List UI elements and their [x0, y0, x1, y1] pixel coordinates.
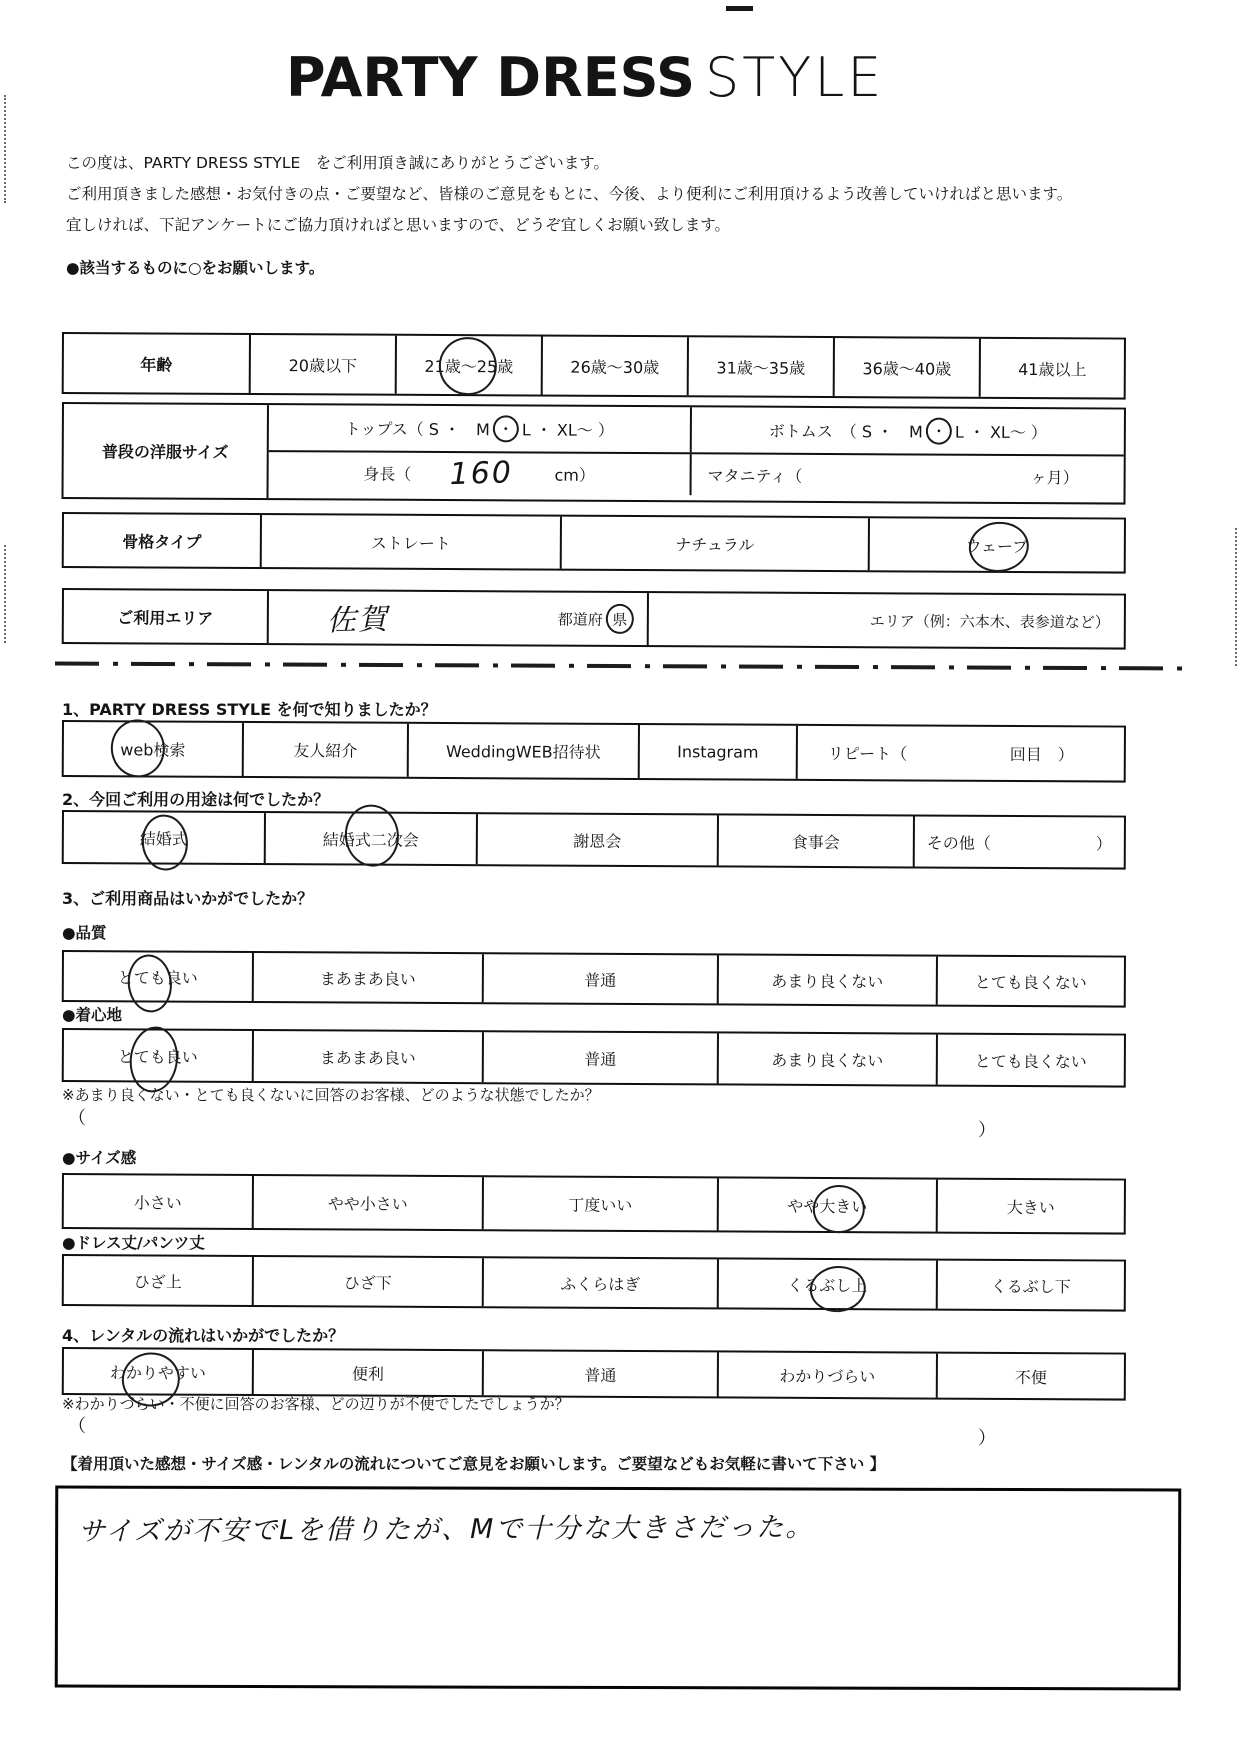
dashed-divider — [55, 662, 1182, 671]
option-cell: わかりづらい — [717, 1352, 936, 1397]
handwritten-prefecture: 佐賀 — [326, 601, 390, 637]
option-cell-selected — [64, 722, 242, 776]
option-cell-selected — [717, 1259, 936, 1308]
option-cell: ひざ上 — [133, 1271, 182, 1292]
option-label: やや大きい — [787, 1196, 868, 1216]
option-cell: ふくらはぎ — [482, 1258, 717, 1307]
option-cell: あまり良くない — [717, 955, 936, 1004]
option-cell: 友人紹介 — [242, 723, 407, 777]
title-light: STYLE — [704, 46, 885, 109]
scan-artifact — [726, 6, 753, 11]
size-columns — [266, 405, 1123, 502]
option-label: とても良い — [117, 1046, 198, 1067]
hem-length-table — [62, 1254, 1126, 1312]
option-cell-selected — [64, 1030, 252, 1081]
selection-circle — [125, 952, 175, 1014]
selection-circle — [810, 1183, 867, 1236]
option-cell: やや小さい — [252, 1176, 482, 1229]
intro-line: 宜しければ、下記アンケートにご協力頂ければと思いますので、どうぞ宜しくお願い致します。 — [66, 216, 731, 234]
selection-circle — [493, 415, 519, 442]
comment-box — [55, 1486, 1182, 1691]
tops-label: トップス（ S ・ M — [344, 419, 490, 440]
option-cell-selected — [868, 518, 1124, 571]
option-cell: 41歳以上 — [979, 339, 1124, 398]
question1-table — [62, 720, 1126, 783]
option-cell-selected — [264, 813, 476, 864]
bottoms-label: ボトムス （ S ・ M — [768, 421, 923, 442]
prefecture-cell — [267, 591, 647, 645]
circled-dot: ・ — [498, 420, 514, 439]
option-cell: 丁度いい — [482, 1177, 717, 1230]
scan-artifact — [4, 545, 6, 643]
selection-circle — [108, 717, 167, 780]
inconvenient-note: ※わかりづらい・不便に回答のお客様、どの辺りが不便でしたでしょうか？ — [62, 1395, 570, 1413]
circled-dot: ・ — [931, 422, 947, 441]
handwritten-comment: サイズが不安でLを借りたが、Mで十分な大きさだった。 — [78, 1511, 815, 1548]
size-row-top — [269, 405, 1124, 454]
note-paren-open: （ — [68, 1416, 86, 1437]
comfort-label: ●着心地 — [62, 1006, 123, 1024]
maternity-label: マタニティ（ — [707, 466, 803, 486]
selection-circle — [139, 812, 190, 872]
age-table — [62, 332, 1126, 400]
other-option-cell — [913, 816, 1124, 867]
comment-box-label: 【着用頂いた感想・サイズ感・レンタルの流れについてご意見をお願いします。ご要望などもお気軽に書いて下さい 】 — [62, 1455, 886, 1473]
option-cell: 謝恩会 — [476, 814, 717, 865]
option-cell: 普通 — [482, 1032, 717, 1083]
option-cell: ナチュラル — [560, 517, 868, 571]
option-cell-selected — [64, 812, 264, 863]
option-cell: 不便 — [936, 1354, 1124, 1399]
area-hint-cell: エリア（例：六本木、表参道など） — [647, 593, 1124, 647]
option-cell: 36歳～40歳 — [833, 338, 979, 397]
question2-title: 2、今回ご利用の用途は何でしたか？ — [62, 790, 330, 809]
option-label: わかりやすい — [109, 1362, 206, 1383]
option-label: とても良い — [117, 967, 198, 988]
bad-answer-note: ※あまり良くない・とても良くないに回答のお客様、どのような状態でしたか？ — [62, 1086, 600, 1104]
option-cell: 31歳～35歳 — [687, 337, 833, 396]
intro-line: この度は、PARTY DRESS STYLE をご利用頂き誠にありがとうございます。 — [66, 154, 610, 172]
size-fit-label: ●サイズ感 — [62, 1149, 137, 1167]
quality-table — [62, 950, 1126, 1008]
note-paren-close: ） — [978, 1428, 996, 1449]
circled-kanji: 県 — [612, 610, 628, 629]
prefecture-suffix-text: 都道府 — [557, 610, 603, 629]
instruction-label: ●該当するものに○をお願いします。 — [66, 259, 325, 277]
skeleton-type-table — [62, 512, 1126, 574]
option-cell: まあまあ良い — [252, 953, 482, 1002]
scan-artifact — [1235, 528, 1237, 666]
option-cell: 便利 — [252, 1350, 482, 1395]
option-cell: 26歳～30歳 — [541, 337, 687, 396]
size-fit-table — [62, 1173, 1126, 1235]
bottoms-label-suffix: L ・ XL～ ） — [954, 422, 1048, 443]
note-paren-close: ） — [978, 1120, 996, 1141]
selection-circle — [436, 334, 499, 397]
option-cell: 大きい — [936, 1180, 1124, 1233]
option-label: くるぶし上 — [787, 1275, 868, 1295]
title-bold: PARTY DRESS — [286, 46, 695, 109]
option-cell: とても良くない — [936, 957, 1124, 1006]
option-cell: くるぶし下 — [936, 1261, 1124, 1310]
option-cell: まあまあ良い — [252, 1031, 482, 1082]
option-cell: ストレート — [260, 515, 560, 569]
option-label: web検索 — [120, 740, 186, 760]
repeat-label: リピート（ — [827, 744, 908, 764]
other-label: その他（ — [926, 833, 991, 853]
prefecture-suffix — [558, 604, 637, 634]
page-title — [286, 46, 884, 109]
repeat-option-cell — [796, 726, 1124, 781]
option-label: 結婚式 — [139, 828, 188, 849]
quality-label: ●品質 — [62, 924, 107, 942]
option-cell: 小さい — [133, 1192, 182, 1213]
intro-line: ご利用頂きました感想・お気付きの点・ご要望など、皆様のご意見をもとに、今後、より便利にご利用頂けるよう改善していければと思います。 — [66, 185, 1073, 203]
hem-length-label: ●ドレス丈/パンツ丈 — [62, 1234, 205, 1252]
selection-circle — [807, 1263, 867, 1314]
selection-circle — [606, 604, 634, 634]
option-label: ウェーブ — [965, 536, 1029, 556]
usage-area-table — [62, 588, 1126, 650]
clothing-size-table — [61, 402, 1125, 505]
area-header-cell: ご利用エリア — [117, 607, 214, 628]
question2-table — [62, 810, 1126, 870]
option-cell: WeddingWEB招待状 — [407, 724, 638, 778]
note-paren-open: （ — [68, 1108, 86, 1129]
age-header-cell: 年齢 — [140, 354, 173, 375]
option-cell-selected — [64, 1349, 252, 1394]
bottoms-cell — [690, 407, 1124, 454]
tops-cell — [269, 405, 690, 452]
height-label: 身長（ — [363, 464, 412, 484]
skeleton-header-cell: 骨格タイプ — [122, 531, 202, 552]
selection-circle — [966, 519, 1031, 575]
option-cell: ひざ下 — [252, 1257, 482, 1306]
size-row-bottom — [269, 450, 1124, 497]
selection-circle — [342, 802, 402, 869]
option-cell: Instagram — [638, 725, 796, 779]
maternity-unit: ヶ月） — [1030, 468, 1079, 488]
height-unit: cm） — [554, 465, 595, 485]
question1-title: 1、PARTY DRESS STYLE を何で知りましたか？ — [62, 700, 437, 719]
maternity-cell — [689, 454, 1123, 497]
scan-artifact — [4, 95, 6, 203]
height-cell — [269, 452, 690, 495]
option-cell: 食事会 — [717, 815, 913, 866]
option-label: 結婚式二次会 — [322, 829, 419, 850]
option-cell-selected — [64, 952, 252, 1001]
option-cell-selected — [717, 1178, 936, 1231]
intro-paragraph — [66, 148, 1072, 241]
option-cell: 普通 — [482, 1351, 717, 1396]
selection-circle — [926, 418, 952, 445]
option-cell-selected — [395, 336, 541, 395]
question3-title: 3、ご利用商品はいかがでしたか？ — [62, 889, 314, 908]
option-label: 21歳～25歳 — [424, 356, 514, 376]
question4-title: 4、レンタルの流れはいかがでしたか？ — [62, 1326, 345, 1345]
handwritten-height-value: 160 — [448, 455, 514, 493]
option-cell: 20歳以下 — [249, 335, 395, 394]
option-cell: 普通 — [482, 954, 717, 1003]
option-cell: とても良くない — [936, 1035, 1124, 1086]
option-cell: あまり良くない — [717, 1033, 936, 1084]
other-suffix: ） — [1095, 833, 1112, 853]
size-header-cell: 普段の洋服サイズ — [101, 442, 229, 462]
comfort-table — [62, 1028, 1126, 1088]
repeat-suffix: 回目 ） — [1009, 744, 1074, 765]
tops-label-suffix: L ・ XL～ ） — [521, 420, 614, 440]
